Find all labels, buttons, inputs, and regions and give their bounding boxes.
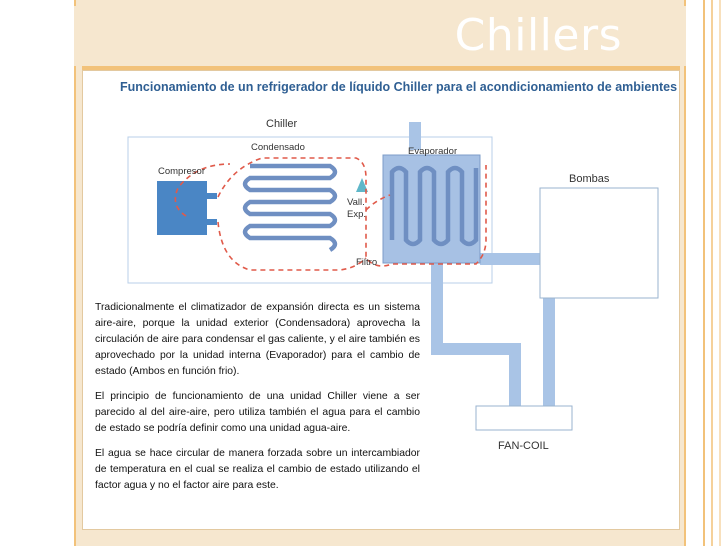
pipe-down-left (431, 262, 443, 352)
chiller-label: Chiller (266, 118, 298, 130)
slide-title: Chillers (454, 10, 622, 61)
pipe-to-bombas (480, 253, 540, 265)
compressor-port-bottom (207, 219, 217, 225)
fancoil-box (476, 406, 572, 430)
valvula-label-1: Vall. (347, 197, 365, 208)
bombas-label: Bombas (569, 173, 610, 185)
valvula-label-2: Exp. (347, 209, 367, 220)
filtro-label: Filtro (356, 257, 378, 268)
pipe-fancoil-left (509, 343, 521, 413)
compressor-port-top (207, 193, 217, 199)
pipe-fancoil-right (543, 298, 555, 413)
evaporator-coil (392, 168, 476, 244)
compresor-label: Compresor (158, 166, 205, 177)
slide-subtitle: Funcionamiento de un refrigerador de líquido Chiller para el acondicionamiento de ambientes (120, 80, 678, 94)
evaporador-label: Evaporador (408, 146, 458, 157)
paragraph-2: El principio de funcionamiento de una unidad Chiller viene a ser parecido al del aire-aire, pero utiliza también el agua para el cambio de estado se podría definir como una unidad agua-aire. (95, 391, 420, 434)
fancoil-label: FAN-COIL (498, 440, 549, 452)
condensador-label: Condensado (251, 142, 305, 153)
bombas-box (540, 188, 658, 298)
paragraph-3: El agua se hace circular de manera forzada sobre un intercambiador de temperatura en el cual se realiza el cambio de estado utilizando el factor agua y no el factor aire para este. (95, 448, 420, 491)
pipe-horizontal-mid (431, 343, 521, 355)
paragraph-1: Tradicionalmente el climatizador de expansión directa es un sistema aire-aire, porque la unidad exterior (Condensadora) aprovecha la circulación de aire para condensar el gas caliente, y el aire también es aprovechado por la unidad interna (Evaporador) para el cambio de estado (Ambos en función frio). (95, 302, 420, 377)
compressor-block (157, 181, 207, 235)
